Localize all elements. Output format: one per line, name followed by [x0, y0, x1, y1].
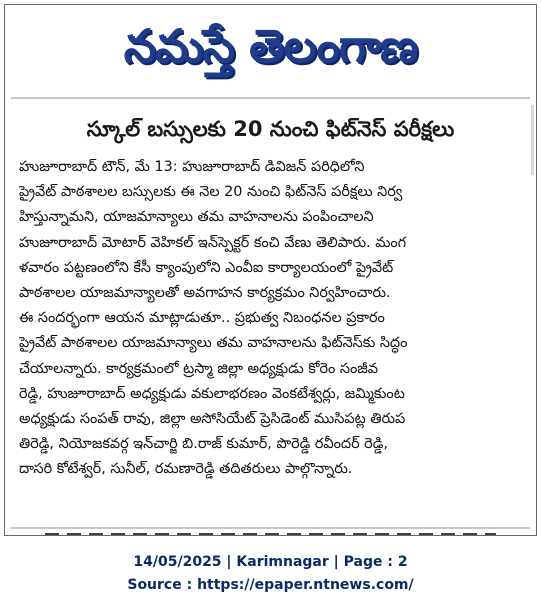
article-line: రెడ్డి, హుజూరాబాద్ అధ్యక్షుడు వకులాభరణం వెంకటేశ్వర్లు, జమ్మికుంట: [19, 385, 405, 402]
article-line: హుజూరాబాద్ మోటార్ వెహికల్ ఇన్‌స్పెక్టర్ కంచి వేణు తెలిపారు. మంగ: [19, 234, 407, 251]
article-line: తిరెడ్డి, నియోజకవర్గ ఇన్‌చార్జి బి.రాజ్ కుమార్, పొరెడ్డి రవీందర్ రెడ్డి,: [19, 436, 388, 453]
article-line: పాఠశాలల యాజమాన్యాలతో అవగాహన కార్యక్రమం నిర్వహించారు.: [19, 285, 391, 302]
article-line: అధ్యక్షుడు సంపత్ రావు, జిల్లా అసోసియేట్ ప్రెసిడెంట్ ముసిపట్ల తిరుప: [19, 411, 406, 428]
article-line: చేయాలన్నారు. కార్యక్రమంలో ట్రస్మా జిల్లా అధ్యక్షుడు కోరెం సంజీవ: [19, 360, 379, 377]
article-line: ప్రైవేట్ పాఠశాలల యాజమాన్యాలు తమ వాహనాలను ఫిట్‌నెస్‌కు సిద్ధం: [19, 335, 408, 352]
next-article-cutoff: [45, 533, 496, 536]
article-line: ఈ సందర్భంగా ఆయన మాట్లాడుతూ.. ప్రభుత్వ నిబంధనల ప్రకారం: [19, 310, 385, 327]
newspaper-masthead: నమస్తే తెలంగాణ: [123, 19, 418, 73]
article-line: దాసరి కోటేశ్వర్, సునీల్, రమణారెడ్డి తదితరులు పాల్గొన్నారు.: [19, 461, 353, 478]
masthead-divider: [11, 97, 530, 99]
article-bottom-divider: [11, 527, 530, 529]
clipping-source-link[interactable]: Source : https://epaper.ntnews.com/: [127, 577, 414, 593]
article-line: ప్రైవేట్ పాఠశాలల బస్సులకు ఈ నెల 20 నుంచి ఫిట్‌నెస్ పరీక్షలు నిర్వ: [19, 184, 403, 201]
article-body: [19, 155, 522, 483]
article-headline: స్కూల్ బస్సులకు 20 నుంచి ఫిట్‌నెస్ పరీక్షలు: [86, 117, 455, 141]
article-line: హుజూరాబాద్ టౌన్, మే 13: హుజూరాబాద్ డివిజన్ పరిధిలోని: [19, 159, 365, 175]
article-line: హిస్తున్నామని, యాజమాన్యాలు తమ వాహనాలను పంపించాలని: [19, 209, 374, 226]
article-line: ళవారం పట్టణంలోని కేసీ క్యాంపులోని ఎంవీఐ కార్యాలయంలో ప్రైవేట్: [19, 259, 394, 276]
clipping-frame: [4, 4, 537, 536]
clipping-date-edition-page: 14/05/2025 | Karimnagar | Page : 2: [133, 554, 408, 570]
